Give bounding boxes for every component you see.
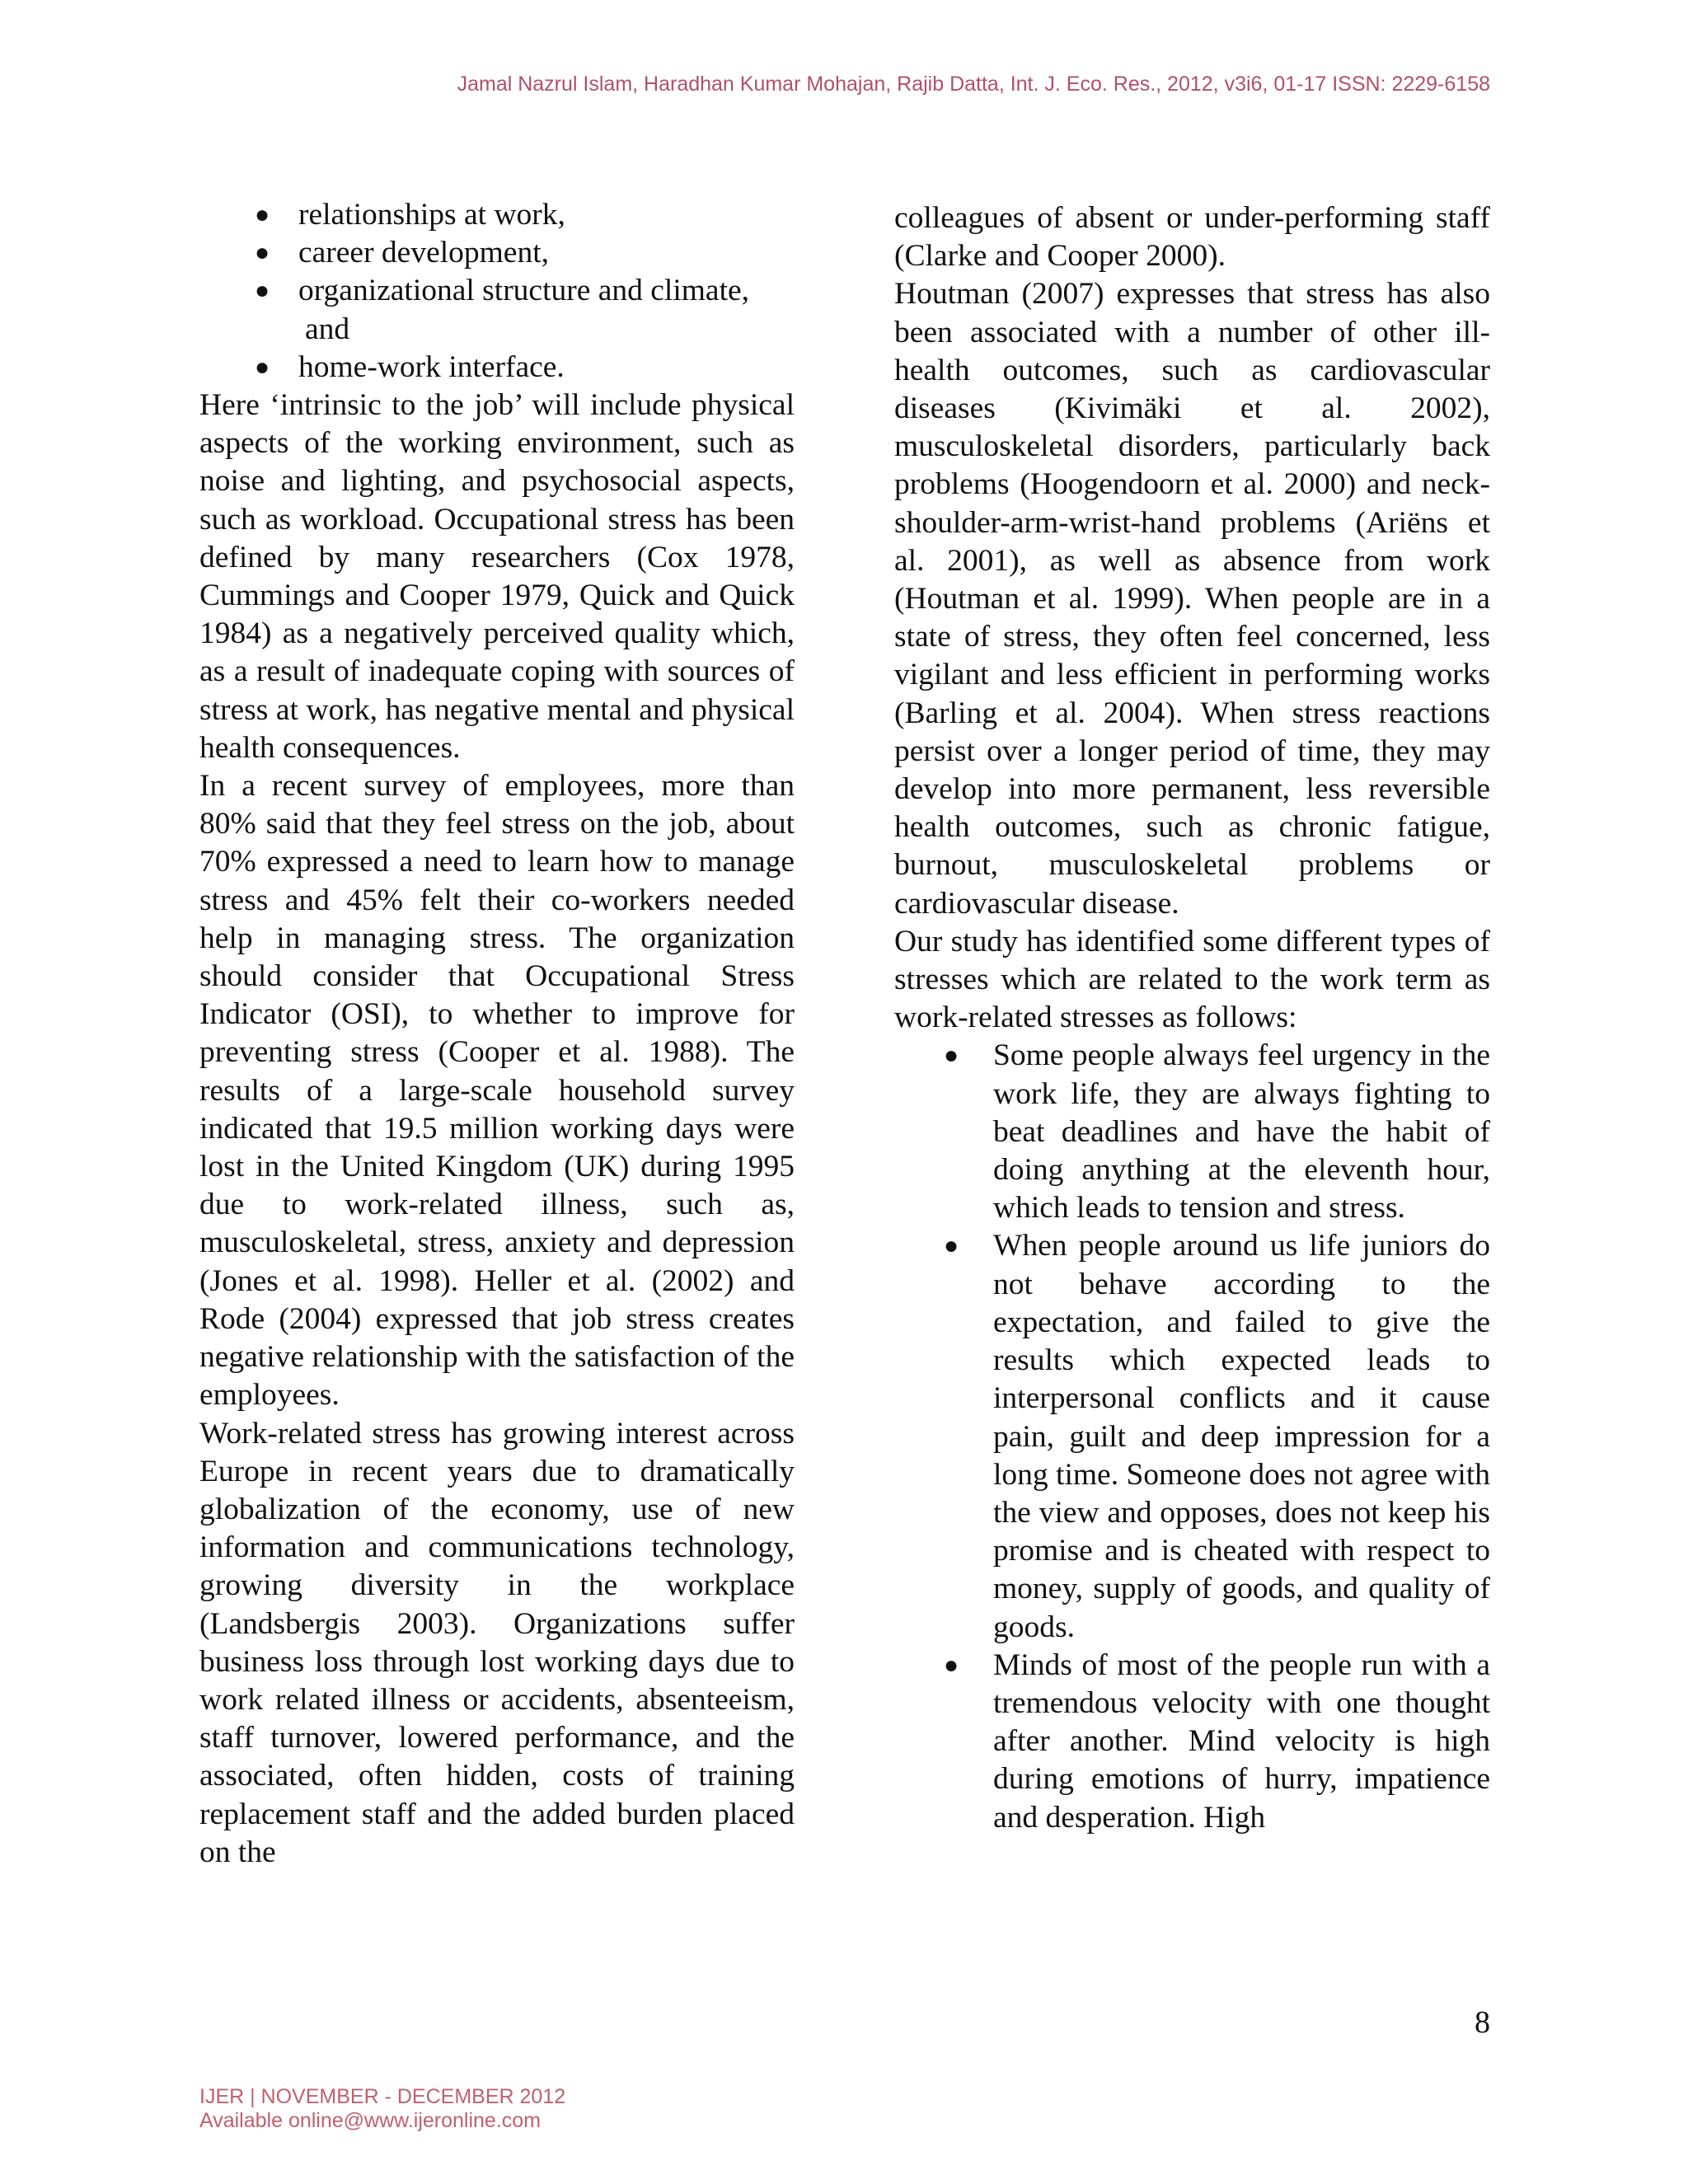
bullet-icon: ●: [944, 1651, 959, 1679]
bullet-icon: ●: [944, 1232, 959, 1260]
bullet-icon: ●: [255, 239, 270, 267]
paragraph: Our study has identified some different types of stresses which are related to the work term as work-related stresses as follows:: [894, 924, 1490, 1035]
bullet-icon: ●: [255, 277, 270, 305]
paragraph: Work-related stress has growing interest across Europe in recent years due to dramatically globalization of the economy, use of new information and communications technology, growing diversity in the workplace (Landsbergis 2003). Organizations suffer business loss through lost working days due to work related illness or accidents, absenteeism, staff turnover, lowered performance, and the associated, often hidden, costs of training replacement staff and the added burden placed on the: [199, 1416, 795, 1869]
list-item-continuation: and: [305, 312, 350, 346]
list-item: ● home-work interface.: [199, 349, 795, 387]
list-item: ● Minds of most of the people run with a tremendous velocity with one thought after another. Mind velocity is high during emotions of hurry, impatience and desperation. High: [944, 1647, 1490, 1835]
right-column: [894, 199, 1490, 1837]
footer-journal-issue: IJER | NOVEMBER - DECEMBER 2012: [199, 2085, 566, 2108]
paragraph: Houtman (2007) expresses that stress has also been associated with a number of other ill-health outcomes, such as cardiovascular diseases (Kivimäki et al. 2002), musculoskeletal disorders, particularly back problems (Hoogendoorn et al. 2000) and neck-shoulder-arm-wrist-hand problems (Ariëns et al. 2001), as well as absence from work (Houtman et al. 1999). When people are in a state of stress, they often feel concerned, less vigilant and less efficient in performing works (Barling et al. 2004). When stress reactions persist over a longer period of time, they may develop into more permanent, less reversible health outcomes, such as chronic fatigue, burnout, musculoskeletal problems or cardiovascular disease.: [894, 277, 1490, 921]
list-item: ● career development,: [199, 234, 795, 272]
paragraph: Here ‘intrinsic to the job’ will include physical aspects of the working environment, such as noise and lighting, and psychosocial aspects, such as workload. Occupational stress has been defined by many researchers (Cox 1978, Cummings and Cooper 1979, Quick and Quick 1984) as a negatively perceived quality which, as a result of inadequate coping with sources of stress at work, has negative mental and physical health consequences.: [199, 388, 795, 765]
bullet-icon: ●: [944, 1042, 959, 1070]
left-bullet-list: [199, 196, 795, 387]
paragraph: colleagues of absent or under-performing staff (Clarke and Cooper 2000).: [894, 201, 1490, 274]
list-item: ● organizational structure and climate, and: [199, 272, 795, 348]
bullet-icon: ●: [255, 201, 270, 228]
list-item: ● When people around us life juniors do not behave according to the expectation, and failed to give the results which expected leads to interpersonal conflicts and it cause pain, guilt and deep impression for a long time. Someone does not agree with the view and opposes, does not keep his promise and is cheated with respect to money, supply of goods, and quality of goods.: [944, 1229, 1491, 1644]
list-item: ● Some people always feel urgency in the work life, they are always fighting to beat deadlines and have the habit of doing anything at the eleventh hour, which leads to tension and stress.: [944, 1038, 1490, 1226]
bullet-icon: ●: [255, 353, 270, 381]
page-number: 8: [1475, 2005, 1490, 2040]
right-bullet-list: [894, 1037, 1490, 1836]
footer: [199, 2085, 565, 2133]
list-item: ● relationships at work,: [199, 196, 795, 234]
running-head: Jamal Nazrul Islam, Haradhan Kumar Mohajan, Rajib Datta, Int. J. Eco. Res., 2012, v3i6, 01-17 ISSN: 2229-6158: [457, 73, 1490, 96]
left-column: [199, 196, 795, 1872]
footer-availability: Available online@www.ijeronline.com: [199, 2109, 542, 2132]
paragraph: In a recent survey of employees, more than 80% said that they feel stress on the job, about 70% expressed a need to learn how to manage stress and 45% felt their co-workers needed help in managing stress. The organization should consider that Occupational Stress Indicator (OSI), to whether to improve for preventing stress (Cooper et al. 1988). The results of a large-scale household survey indicated that 19.5 million working days were lost in the United Kingdom (UK) during 1995 due to work-related illness, such as, musculoskeletal, stress, anxiety and depression (Jones et al. 1998). Heller et al. (2002) and Rode (2004) expressed that job stress creates negative relationship with the satisfaction of the employees.: [199, 769, 795, 1413]
